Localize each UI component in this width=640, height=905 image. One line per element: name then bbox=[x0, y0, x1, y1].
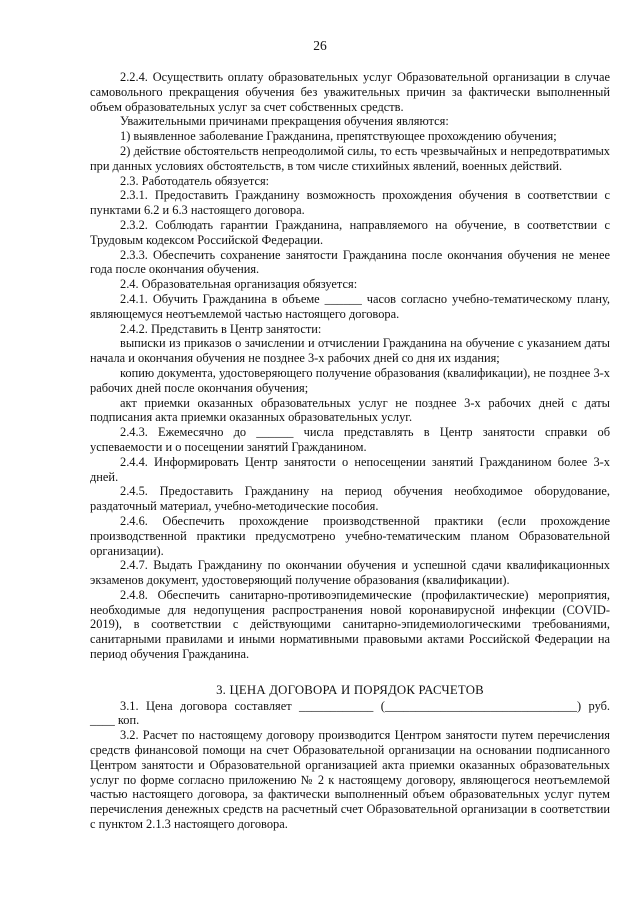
paragraph-2-4-2: 2.4.2. Представить в Центр занятости: bbox=[120, 321, 322, 336]
paragraph-2-3-3: 2.3.3. Обеспечить сохранение занятости Гражданина после окончания обучения не менее года после окончания обучения. bbox=[90, 247, 610, 277]
paragraph-2-3-2: 2.3.2. Соблюдать гарантии Гражданина, направляемого на обучение, в соответствии с Трудовым кодексом Российской Федерации. bbox=[90, 217, 610, 247]
paragraph-valid-reasons: Уважительными причинами прекращения обучения являются: bbox=[120, 114, 449, 129]
paragraph-3-1: 3.1. Цена договора составляет ____________ (_______________________________) руб. ____ коп. bbox=[90, 698, 610, 728]
paragraph-2-4-6: 2.4.6. Обеспечить прохождение производственной практики (если прохождение производственной практики предусмотрено учебно-тематическим планом Образовательной организации). bbox=[90, 513, 610, 558]
paragraph-2-3-1: 2.3.1. Предоставить Гражданину возможность прохождения обучения в соответствии с пунктами 6.2 и 6.3 настоящего договора. bbox=[90, 188, 610, 218]
paragraph-document-copy: копию документа, удостоверяющего получение образования (квалификации), не позднее 3-х рабочих дней после окончания обучения; bbox=[90, 365, 610, 395]
paragraph-2-4-4: 2.4.4. Информировать Центр занятости о непосещении занятий Гражданином более 3-х дней. bbox=[90, 454, 610, 484]
paragraph-reason-2: 2) действие обстоятельств непреодолимой силы, то есть чрезвычайных и непредотвратимых при данных условиях обстоятельств, в том числе стихийных явлений, военных действий. bbox=[90, 143, 610, 173]
paragraph-2-4-5: 2.4.5. Предоставить Гражданину на период обучения необходимое оборудование, раздаточный материал, учебно-методические пособия. bbox=[90, 484, 610, 514]
paragraph-2-4-3: 2.4.3. Ежемесячно до ______ числа представлять в Центр занятости справки об успеваемости и о посещении занятий Гражданином. bbox=[90, 425, 610, 454]
paragraph-2-4-7: 2.4.7. Выдать Гражданину по окончании обучения и успешной сдачи квалификационных экзаменов документ, удостоверяющий получение образования (квалификации). bbox=[90, 558, 610, 588]
document-body bbox=[90, 70, 610, 832]
page-number: 26 bbox=[313, 38, 327, 53]
paragraph-2-4: 2.4. Образовательная организация обязуется: bbox=[120, 277, 358, 292]
paragraph-2-4-1: 2.4.1. Обучить Гражданина в объеме ______ часов согласно учебно-тематическому плану, являющемуся неотъемлемой частью настоящего договора. bbox=[90, 291, 610, 321]
paragraph-extracts: выписки из приказов о зачислении и отчислении Гражданина на обучение с указанием даты начала и окончания обучения не позднее 3-х рабочих дней со дня их издания; bbox=[90, 336, 610, 366]
section-3-title: 3. ЦЕНА ДОГОВОРА И ПОРЯДОК РАСЧЕТОВ bbox=[216, 682, 484, 697]
paragraph-3-2: 3.2. Расчет по настоящему договору производится Центром занятости путем перечисления средств финансовой помощи на счет Образовательной организации на основании подписанного Центром занятости и Образовательной организацией акта приемки оказанных образовательных услуг по форме согласно приложению № 2 к настоящему договору, являющегося неотъемлемой частью настоящего договора, за фактически выполненный объем образовательных услуг путем перечисления денежных средств на расчетный счет Образовательной организации в соответствии с пунктом 2.1.3 настоящего договора. bbox=[90, 728, 610, 832]
paragraph-2-2-4: 2.2.4. Осуществить оплату образовательных услуг Образовательной организации в случае самовольного прекращения обучения без уважительных причин за фактически выполненный объем образовательных услуг за счет собственных средств. bbox=[90, 70, 610, 114]
paragraph-acceptance-act: акт приемки оказанных образовательных услуг не позднее 3-х рабочих дней с даты подписания акта приемки оказанных образовательных услуг. bbox=[90, 395, 610, 425]
paragraph-reason-1: 1) выявленное заболевание Гражданина, препятствующее прохождению обучения; bbox=[120, 129, 557, 144]
paragraph-2-3: 2.3. Работодатель обязуется: bbox=[120, 173, 270, 188]
paragraph-2-4-8: 2.4.8. Обеспечить санитарно-противоэпидемические (профилактические) мероприятия, необходимые для недопущения распространения новой коронавирусной инфекции (COVID-2019), в соответствии с действующими санитарно-эпидемиологическими требованиями, санитарными правилами и иными нормативными правовыми актами Российской Федерации на период обучения Гражданина. bbox=[90, 587, 610, 662]
